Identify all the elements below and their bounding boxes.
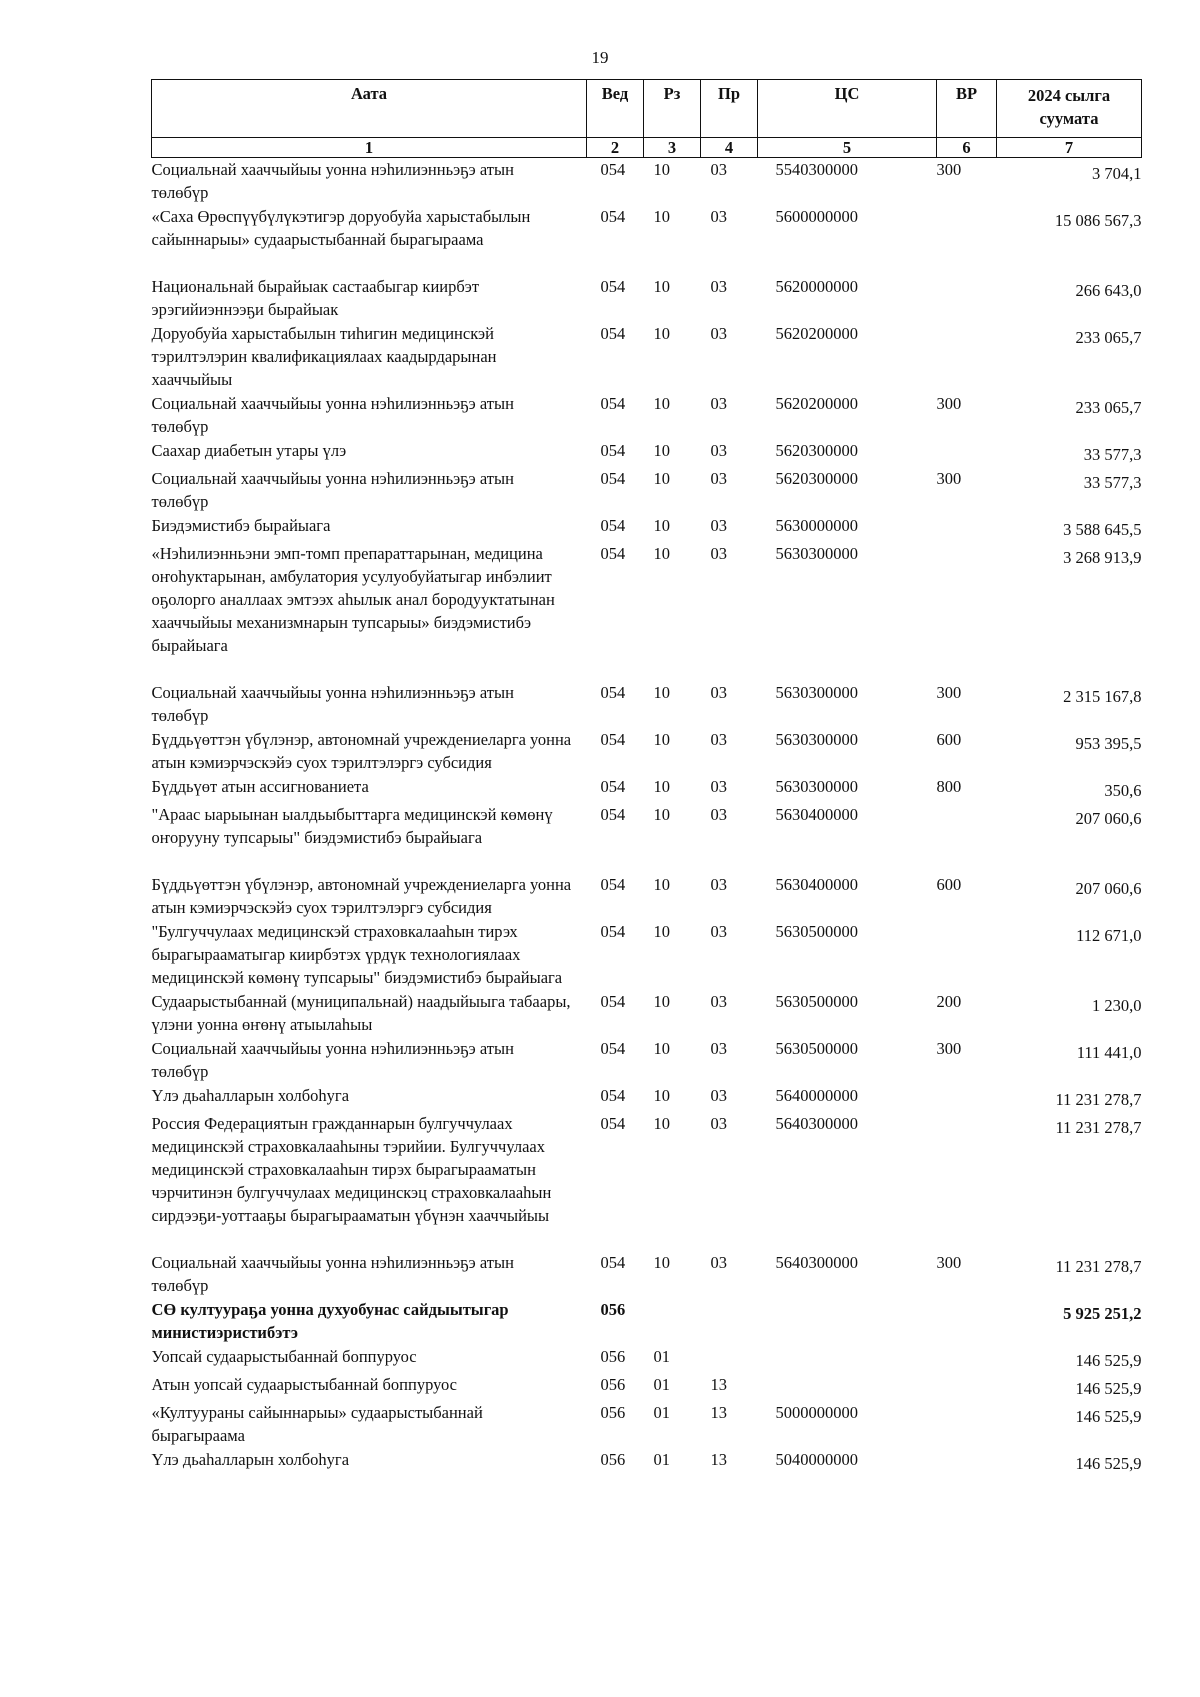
cell-rz: 10: [653, 922, 670, 941]
cell-sum: 11 231 278,7: [1055, 1118, 1142, 1137]
cell-pr: 03: [710, 277, 727, 296]
table-row: [152, 681, 1142, 728]
cell-ved: 054: [600, 683, 626, 702]
cell-cs: 5620200000: [775, 324, 858, 343]
cell-sum: 33 577,3: [1083, 445, 1142, 464]
cell-pr: [701, 1345, 758, 1373]
cell-ved: 054: [600, 1114, 626, 1133]
cell-ved: 054: [600, 875, 626, 894]
table-row: [152, 1298, 1142, 1345]
cell-name: Үлэ дьаһалларын холбоһуга: [151, 1450, 350, 1469]
cell-name: Россия Федерациятын гражданнарын булгуччулаах медицинскэй страховкалааһыны тэрийии. Булгуччулаах медицинскэй страховкалааһын тирэх бырагырааматын чэрчитинэн булгуччулаах медицинскэц страховкалааһын сирдээҕи-уоттааҕы бырагырааматын үбүнэн хааччыйыы: [151, 1114, 552, 1225]
cell-sum: 3 268 913,9: [1063, 548, 1142, 567]
cell-cs: 5630500000: [775, 922, 858, 941]
cell-rz: 10: [653, 277, 670, 296]
column-number: 4: [701, 138, 758, 158]
cell-pr: 13: [710, 1403, 727, 1422]
table-row: [152, 1448, 1142, 1476]
table-row: [152, 990, 1142, 1037]
cell-pr: 03: [710, 544, 727, 563]
column-number: 2: [587, 138, 644, 158]
header-vr: ВР: [937, 80, 997, 138]
cell-cs: 5620300000: [775, 469, 858, 488]
cell-pr: 03: [710, 730, 727, 749]
cell-cs: 5630300000: [775, 544, 858, 563]
cell-vr: [937, 439, 997, 467]
cell-rz: 10: [653, 992, 670, 1011]
cell-cs: 5540300000: [775, 160, 858, 179]
cell-rz: 10: [653, 544, 670, 563]
cell-cs: 5040000000: [775, 1450, 858, 1469]
budget-table: [151, 79, 1142, 1476]
cell-ved: 056: [600, 1347, 626, 1366]
cell-sum: 1 230,0: [1092, 996, 1142, 1015]
cell-name: Национальнай бырайыак састаабыгар киирбэт эрэгийиэннээҕи бырайыак: [151, 277, 480, 319]
cell-pr: 03: [710, 777, 727, 796]
cell-ved: 054: [600, 277, 626, 296]
column-number: 1: [152, 138, 587, 158]
cell-sum: 112 671,0: [1076, 926, 1142, 945]
cell-rz: [644, 1298, 701, 1345]
cell-rz: 10: [653, 160, 670, 179]
table-row: [152, 1345, 1142, 1373]
cell-name: "Булгуччулаах медицинскэй страховкалааһын тирэх бырагырааматыгар киирбэтэх үрдүк технологиялаах медицинскэй көмөнү тупсарыы" биэдэмистибэ бырайыага: [151, 922, 563, 987]
cell-rz: 10: [653, 730, 670, 749]
cell-ved: 054: [600, 992, 626, 1011]
cell-name: «Саха Өрөспүүбүлүкэтигэр доруобуйа харыстабылын сайыннарыы» судаарыстыбаннай бырагыраама: [151, 207, 531, 249]
cell-cs: 5630400000: [775, 875, 858, 894]
cell-ved: 054: [600, 207, 626, 226]
header-pr: Пр: [701, 80, 758, 138]
cell-vr: 300: [936, 1253, 962, 1272]
cell-name: Уопсай судаарыстыбаннай боппуруос: [151, 1347, 417, 1366]
cell-sum: 3 588 645,5: [1063, 520, 1142, 539]
cell-rz: 10: [653, 1253, 670, 1272]
cell-name: Үлэ дьаһалларын холбоһуга: [151, 1086, 350, 1105]
cell-cs: 5640300000: [775, 1114, 858, 1133]
cell-rz: 01: [653, 1403, 670, 1422]
cell-rz: 01: [653, 1375, 670, 1394]
cell-cs: 5620300000: [775, 441, 858, 460]
cell-pr: 03: [710, 1114, 727, 1133]
table-row: [152, 542, 1142, 681]
cell-cs: 5600000000: [775, 207, 858, 226]
cell-cs: 5620000000: [775, 277, 858, 296]
cell-rz: 10: [653, 777, 670, 796]
cell-rz: 10: [653, 875, 670, 894]
cell-cs: 5630300000: [775, 683, 858, 702]
cell-vr: [937, 275, 997, 322]
cell-ved: 054: [600, 1253, 626, 1272]
cell-cs: [758, 1373, 937, 1401]
cell-sum: 207 060,6: [1075, 879, 1142, 898]
cell-vr: [937, 1112, 997, 1251]
cell-pr: 03: [710, 207, 727, 226]
table-row: [152, 514, 1142, 542]
cell-ved: 054: [600, 441, 626, 460]
cell-rz: 10: [653, 324, 670, 343]
cell-sum: 233 065,7: [1075, 398, 1142, 417]
table-row: [152, 439, 1142, 467]
cell-vr: 600: [936, 730, 962, 749]
cell-sum: 2 315 167,8: [1063, 687, 1142, 706]
cell-name: Доруобуйа харыстабылын тиһигин медицинскэй тэрилтэлэрин квалификациялаах каадырдарынан хааччыйыы: [151, 324, 497, 389]
cell-pr: 03: [710, 875, 727, 894]
cell-cs: 5630000000: [775, 516, 858, 535]
table-row: [152, 158, 1142, 206]
cell-vr: [937, 1345, 997, 1373]
cell-name: «Нэһилиэнньэни эмп-томп препараттарынан, медицина оҥоһуктарынан, амбулатория усулуобуйатыгар инбэлиит оҕолорго аналлаах эмтээх аһылык анал бородууктатынан хааччыйыы механизмнарын тупсарыы» биэдэмистибэ бырайыага: [151, 544, 555, 655]
cell-ved: 054: [600, 1086, 626, 1105]
cell-vr: [937, 205, 997, 275]
cell-vr: 800: [936, 777, 962, 796]
column-number: 3: [644, 138, 701, 158]
cell-name: Биэдэмистибэ бырайыага: [151, 516, 331, 535]
cell-sum: 146 525,9: [1075, 1407, 1142, 1426]
table-row: [152, 1373, 1142, 1401]
cell-rz: 10: [653, 441, 670, 460]
table-row: [152, 1401, 1142, 1448]
cell-name: «Култуураны сайыннарыы» судаарыстыбаннай бырагыраама: [151, 1403, 483, 1445]
cell-cs: [758, 1298, 937, 1345]
cell-rz: 10: [653, 1086, 670, 1105]
cell-vr: 300: [936, 394, 962, 413]
cell-cs: 5630500000: [775, 1039, 858, 1058]
cell-ved: 056: [600, 1300, 626, 1319]
page-number: 19: [591, 48, 609, 67]
cell-rz: 10: [653, 469, 670, 488]
cell-cs: 5630500000: [775, 992, 858, 1011]
cell-sum: 146 525,9: [1075, 1351, 1142, 1370]
cell-vr: 300: [936, 683, 962, 702]
cell-name: Судаарыстыбаннай (муниципальнай) наадыйыыга табаары, үлэни уонна өҥөнү атыылаһыы: [151, 992, 571, 1034]
cell-name: Атын уопсай судаарыстыбаннай боппуруос: [151, 1375, 457, 1394]
cell-rz: 01: [653, 1450, 670, 1469]
table-row: [152, 873, 1142, 920]
cell-cs: 5640000000: [775, 1086, 858, 1105]
cell-cs: 5620200000: [775, 394, 858, 413]
cell-sum: 266 643,0: [1075, 281, 1142, 300]
cell-ved: 056: [600, 1450, 626, 1469]
table-row: [152, 803, 1142, 873]
table-row: [152, 1037, 1142, 1084]
cell-vr: [937, 920, 997, 990]
cell-cs: 5630300000: [775, 730, 858, 749]
cell-cs: [758, 1345, 937, 1373]
cell-ved: 054: [600, 516, 626, 535]
cell-sum: 207 060,6: [1075, 809, 1142, 828]
table-row: [152, 322, 1142, 392]
cell-vr: [937, 1298, 997, 1345]
cell-ved: 054: [600, 324, 626, 343]
cell-name: Бүддьүөт атын ассигнованиета: [151, 777, 369, 796]
cell-name: Саахар диабетын утары үлэ: [151, 441, 347, 460]
cell-name: Социальнай хааччыйыы уонна нэһилиэнньэҕэ атын төлөбүр: [151, 394, 514, 436]
table-row: [152, 728, 1142, 775]
header-sum: 2024 сылга суумата: [997, 80, 1142, 138]
table-row: [152, 275, 1142, 322]
cell-sum: 33 577,3: [1083, 473, 1142, 492]
cell-vr: [937, 1401, 997, 1448]
cell-pr: 03: [710, 1253, 727, 1272]
header-name: Аата: [152, 80, 587, 138]
cell-pr: 03: [710, 394, 727, 413]
column-number: 5: [758, 138, 937, 158]
cell-pr: 03: [710, 805, 727, 824]
table-row: [152, 205, 1142, 275]
cell-sum: 146 525,9: [1075, 1454, 1142, 1473]
cell-ved: 056: [600, 1375, 626, 1394]
cell-ved: 054: [600, 394, 626, 413]
cell-rz: 10: [653, 516, 670, 535]
cell-name: Социальнай хааччыйыы уонна нэһилиэнньэҕэ атын төлөбүр: [151, 683, 514, 725]
cell-sum: 15 086 567,3: [1054, 211, 1142, 230]
table-row: [152, 1084, 1142, 1112]
cell-ved: 054: [600, 160, 626, 179]
cell-sum: 3 704,1: [1092, 164, 1142, 183]
cell-pr: 03: [710, 516, 727, 535]
cell-name: Социальнай хааччыйыы уонна нэһилиэнньэҕэ атын төлөбүр: [151, 469, 514, 511]
cell-vr: [937, 1373, 997, 1401]
cell-pr: 03: [710, 160, 727, 179]
cell-vr: [937, 514, 997, 542]
cell-name: Бүддьүөттэн үбүлэнэр, автономнай учреждениеларга уонна атын кэмиэрчэскэйэ суох тэрилтэлэргэ субсидия: [151, 875, 572, 917]
table-row: [152, 775, 1142, 803]
cell-ved: 054: [600, 805, 626, 824]
cell-name: Социальнай хааччыйыы уонна нэһилиэнньэҕэ атын төлөбүр: [151, 1039, 514, 1081]
cell-rz: 10: [653, 1114, 670, 1133]
cell-name: "Араас ыарыынан ыалдьыбыттарга медицинскэй көмөнү оҥорууну тупсарыы" биэдэмистибэ бырайыага: [151, 805, 553, 847]
cell-pr: 03: [710, 324, 727, 343]
cell-vr: [937, 803, 997, 873]
cell-pr: 03: [710, 1086, 727, 1105]
cell-ved: 054: [600, 544, 626, 563]
cell-pr: 03: [710, 1039, 727, 1058]
cell-ved: 054: [600, 730, 626, 749]
cell-ved: 056: [600, 1403, 626, 1422]
cell-sum: 11 231 278,7: [1055, 1257, 1142, 1276]
cell-vr: [937, 1084, 997, 1112]
cell-name: Социальнай хааччыйыы уонна нэһилиэнньэҕэ атын төлөбүр: [151, 1253, 514, 1295]
cell-name: Бүддьүөттэн үбүлэнэр, автономнай учреждениеларга уонна атын кэмиэрчэскэйэ суох тэрилтэлэргэ субсидия: [151, 730, 572, 772]
column-number: 7: [997, 138, 1142, 158]
cell-pr: 03: [710, 922, 727, 941]
cell-ved: 054: [600, 777, 626, 796]
column-number: 6: [937, 138, 997, 158]
cell-cs: 5630300000: [775, 777, 858, 796]
cell-pr: 03: [710, 683, 727, 702]
cell-sum: 233 065,7: [1075, 328, 1142, 347]
table-row: [152, 920, 1142, 990]
cell-vr: 300: [936, 160, 962, 179]
cell-pr: 03: [710, 441, 727, 460]
cell-rz: 10: [653, 207, 670, 226]
cell-vr: 300: [936, 1039, 962, 1058]
header-rz: Рз: [644, 80, 701, 138]
cell-vr: [937, 542, 997, 681]
cell-cs: 5000000000: [775, 1403, 858, 1422]
cell-sum: 146 525,9: [1075, 1379, 1142, 1398]
header-cs: ЦС: [758, 80, 937, 138]
cell-sum: 11 231 278,7: [1055, 1090, 1142, 1109]
cell-vr: 300: [936, 469, 962, 488]
cell-rz: 10: [653, 394, 670, 413]
header-ved: Вед: [587, 80, 644, 138]
cell-rz: 10: [653, 805, 670, 824]
table-row: [152, 392, 1142, 439]
table-row: [152, 1251, 1142, 1298]
cell-rz: 01: [653, 1347, 670, 1366]
cell-rz: 10: [653, 683, 670, 702]
cell-ved: 054: [600, 922, 626, 941]
cell-cs: 5640300000: [775, 1253, 858, 1272]
cell-cs: 5630400000: [775, 805, 858, 824]
table-row: [152, 467, 1142, 514]
cell-vr: [937, 322, 997, 392]
cell-vr: 200: [936, 992, 962, 1011]
cell-sum: 5 925 251,2: [1063, 1304, 1142, 1323]
cell-vr: [937, 1448, 997, 1476]
cell-pr: 03: [710, 992, 727, 1011]
cell-rz: 10: [653, 1039, 670, 1058]
cell-sum: 953 395,5: [1075, 734, 1142, 753]
cell-ved: 054: [600, 469, 626, 488]
cell-vr: 600: [936, 875, 962, 894]
table-row: [152, 1112, 1142, 1251]
cell-pr: 03: [710, 469, 727, 488]
cell-ved: 054: [600, 1039, 626, 1058]
cell-pr: [701, 1298, 758, 1345]
table-body: [152, 158, 1142, 1477]
cell-name: СӨ култуураҕа уонна духуобунас сайдыытыгар министиэристибэтэ: [151, 1300, 509, 1342]
cell-sum: 350,6: [1104, 781, 1142, 800]
cell-pr: 13: [710, 1375, 727, 1394]
cell-pr: 13: [710, 1450, 727, 1469]
cell-sum: 111 441,0: [1076, 1043, 1142, 1062]
cell-name: Социальнай хааччыйыы уонна нэһилиэнньэҕэ атын төлөбүр: [151, 160, 514, 202]
